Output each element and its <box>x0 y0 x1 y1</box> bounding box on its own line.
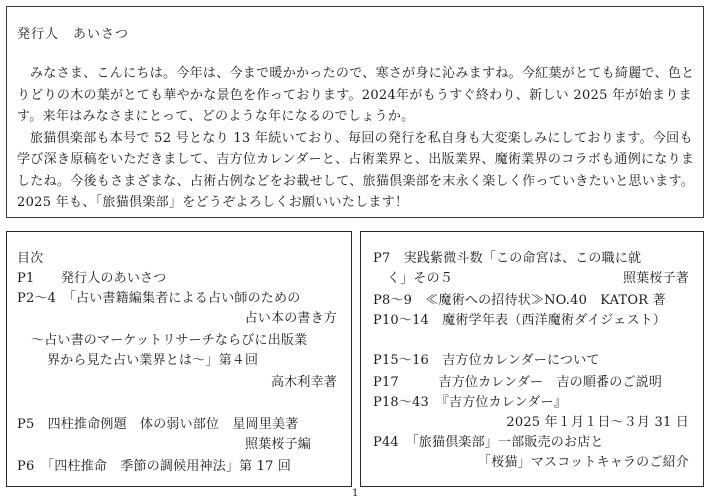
greeting-paragraph: 旅猫倶楽部も本号で 52 号となり 13 年続いており、毎回の発行を私自身も大変楽しみにしております。今回も学び深き原稿をいただきまして、吉方位カレンダーと、占術業界と、出版業界、魔術業界のコラボも通例になりましたね。今後もさまざまな、占術占例などをお載せして、旅猫倶楽部を末永く楽しく作っていきたいと思います。2025 年も、「旅猫倶楽部」をどうぞよろしくお願いいたします！ <box>17 130 695 210</box>
page-number: 1 <box>352 488 359 499</box>
toc-entry-continuation: 占い本の書き方 <box>244 311 337 326</box>
toc-entry: P5 四柱推命例題 体の弱い部位 星岡里美著 <box>17 417 299 432</box>
toc-entry: P6 「四柱推命 季節の調候用神法」第 17 回 <box>17 459 292 474</box>
toc-entry: P10～14 魔術学年表（西洋魔術ダイジェスト） <box>373 313 667 328</box>
toc-entry-author: 照葉桜子編 <box>244 437 311 452</box>
toc-entry-continuation: 「桜猫」マスコットキャラのご紹介 <box>478 455 689 470</box>
toc-entry: P15～16 吉方位カレンダーについて <box>373 353 600 368</box>
toc-entry-author: 高木利幸著 <box>270 375 337 390</box>
greeting-box <box>6 6 704 218</box>
greeting-title: 発行人 あいさつ <box>17 27 130 42</box>
greeting-paragraph: みなさま、こんにちは。今年は、今まで暖かかったので、寒さが身に沁みますね。今紅葉がとても綺麗で、色とりどりの木の葉がとても華やかな景色を作っております。2024年がもうすぐ終わり、新しい 2025 年が始まります。来年はみなさまにとって、どのような年になるのでしょうか。 <box>17 66 695 124</box>
toc-entry: P17 吉方位カレンダー 吉の順番のご説明 <box>373 375 663 390</box>
toc-entry-date-range: 2025 年１月１日～３月 31 日 <box>506 415 689 430</box>
toc-heading: 目次 <box>17 251 44 266</box>
toc-entry-author: 照葉桜子著 <box>622 271 689 286</box>
toc-entry: P44 「旅猫倶楽部」一部販売のお店と <box>373 435 604 450</box>
toc-entry: P2～4 「占い書籍編集者による占い師のための <box>17 291 301 306</box>
toc-entry: P18～43 『吉方位カレンダー』 <box>373 395 567 410</box>
toc-entry-continuation: く」その５ <box>387 271 454 286</box>
toc-entry-subtitle: ～占い書のマーケットリサーチならびに出版業 <box>31 333 308 348</box>
toc-entry-subtitle: 界から見た占い業界とは～」第４回 <box>47 353 259 368</box>
toc-left-box <box>6 231 352 487</box>
toc-entry: P8～9 ≪魔術への招待状≫NO.40 KATOR 著 <box>373 293 666 308</box>
toc-entry: P7 実践紫微斗数「この命宮は、この職に就 <box>373 251 642 266</box>
toc-entry: P1 発行人のあいさつ <box>17 271 167 286</box>
toc-right-box <box>360 231 704 487</box>
greeting-body <box>17 63 701 214</box>
